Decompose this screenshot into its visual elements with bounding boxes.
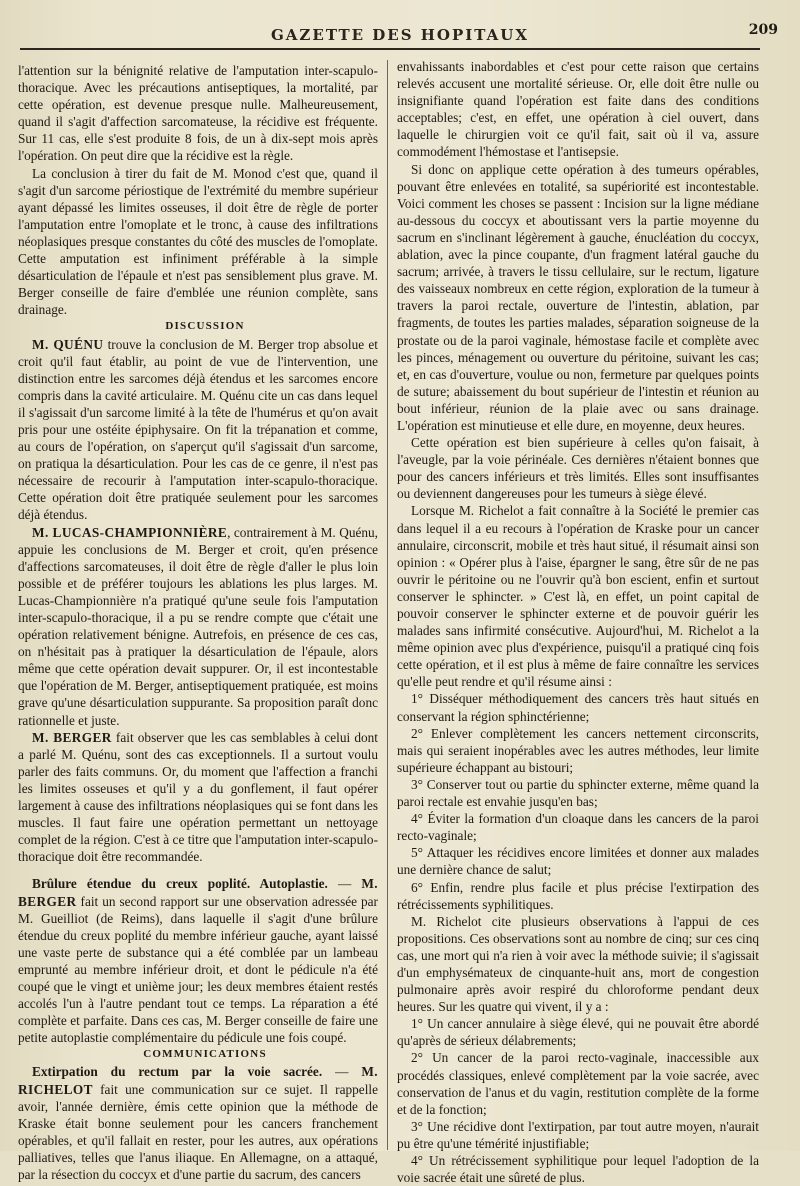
paragraph: l'attention sur la bénignité relative de l'amputation inter-scapulo-thoracique. Avec les précautions antiseptiques, la mortalité, par cette opération, est devenue presque nulle. Malheureusement, quand il s'agit d'affection sarcomateuse, la récidive est fréquente. Sur 11 cas, elle s'est produite 8 fois, de un à dix-sept mois après l'opération. On peut dire que la récidive est la règle. (18, 63, 378, 164)
paragraph (18, 1063, 378, 1183)
column-divider (387, 60, 388, 1150)
list-item: 6° Enfin, rendre plus facile et plus précise l'extirpation des rétrécissements syphilitiques. (397, 879, 759, 912)
paragraph: Cette opération est bien supérieure à celles qu'on faisait, à l'aveugle, par la voie périnéale. Ces dernières n'étaient bonnes que pour des cancers inférieurs et très limités. Elles sont insuffisantes ou deviennent dangereuses pour les tumeurs à siège élevé. (397, 435, 759, 502)
speaker-name: M. BERGER (18, 876, 378, 909)
dash: — (327, 876, 362, 892)
speaker-name: M. RICHELOT (18, 1064, 378, 1097)
dash: — (322, 1064, 362, 1080)
paragraph: La conclusion à tirer du fait de M. Monod c'est que, quand il s'agit d'un sarcome périostique de l'extrémité du membre supérieur ayant dépassé les limites osseuses, il doit être de règle de porter l'amputation entre l'omoplate et le tronc, à cause des infiltrations néoplasiques presque constantes du côté des muscles de l'omoplate. Cette amputation est infiniment préférable à la simple désarticulation de l'épaule et n'est pas sensiblement plus grave. M. Berger conseille de faire d'emblée une réunion complète, sans drainage. (18, 165, 378, 318)
paragraph-text: fait une communication sur ce sujet. Il rappelle avoir, l'année dernière, émis cette opinion que la méthode de Kraske était bonne seulement pour les cancers franchement opérables, et qu'il fallait en rester, pour les autres, aux opérations palliatives, telles que l'anus iliaque. En Allemagne, on a attaqué, par la résection du coccyx et d'une partie du sacrum, des cancers (18, 1081, 378, 1182)
right-column (397, 58, 759, 1186)
subsection-title: Extirpation du rectum par la voie sacrée. (32, 1064, 323, 1080)
paragraph: Si donc on applique cette opération à des tumeurs opérables, pouvant être enlevées en totalité, sa supériorité est incontestable. Voici comment les choses se passent : Incision sur la ligne médiane au-dessous du coccyx et aboutissant vers la partie moyenne du sacrum en s'inclinant légèrement à gauche, énucléation du coccyx, ablation, avec la pince coupante, d'un fragment latéral gauche du sacrum; arrivée, à travers le tissu cellulaire, sur le rectum, ligature des vaisseaux nombreux en cette région, exploration de la tumeur à travers la paroi rectale, ouverture de l'intestin, ablation, par fragments, de toutes les parties malades, séparation soigneuse de la prostate ou de la paroi vaginale, hémostase facile et complète avec les pinces, ménagement ou ouverture du péritoine, suivant les cas; et, en cas d'ouverture, voulue ou non, fermeture par quelques points de suture; abaissement du bout supérieur de l'intestin et réunion au bout inférieur, réunion de la plaie avec ou sans drainage. L'opération est minutieuse et elle dure, en moyenne, deux heures. (397, 161, 759, 433)
paragraph-text: trouve la conclusion de M. Berger trop absolue et croit qu'il faut établir, au point de vue de l'intervention, une distinction entre les sarcomes déjà étendus et les sarcomes encore compris dans la cavité articulaire. M. Quénu cite un cas dans lequel il s'agissait d'un sarcome limité à la tête de l'humérus et qu'on avait pris pour une ostéite épiphysaire. On fit la trépanation et comme, au cours de l'opération, on s'aperçut qu'il s'agissait d'un sarcome, on pratiqua la désarticulation. Pour les cas de ce genre, il n'est pas nécessaire de recourir à l'amputation inter-scapulo-thoracique. Cette opération doit être pratiquée seulement pour les sarcomes déjà étendus. (18, 336, 378, 523)
list-item: 2° Un cancer de la paroi recto-vaginale, inaccessible aux procédés classiques, enlevé complètement par la voie sacrée, avec conservation de l'anus et du vagin, restitution complète de la forme et de la fonction; (397, 1050, 759, 1117)
header-rule (20, 48, 760, 50)
paragraph (18, 524, 378, 729)
section-heading-discussion: DISCUSSION (165, 320, 245, 333)
paragraph-text: fait un second rapport sur une observation adressée par M. Gueilliot (de Reims), dans laquelle il s'agit d'une brûlure étendue du creux poplité du membre inférieur gauche, ayant laissé une vaste perte de substance qui a été comblée par un lambeau emprunté au membre inférieur droit, et dont le pédicule n'a été coupé que le vingt et unième jour; les deux membres étaient restés accolés l'un à l'autre pendant tout ce temps. La réparation a été complète et parfaite. Dans ces cas, M. Berger conseille de faire une petite autoplastie complémentaire du pédicule une fois coupé. (18, 893, 378, 1046)
speaker-name: M. LUCAS-CHAMPIONNIÈRE (32, 524, 228, 540)
paragraph (18, 336, 378, 524)
paragraph: Lorsque M. Richelot a fait connaître à la Société le premier cas dans lequel il a eu recours à l'opération de Kraske pour un cancer annulaire, circonscrit, mobile et très haut situé, il résumait ainsi son opinion : « Opérer plus à l'aise, épargner le sang, être sûr de ne pas ouvrir le péritoine ou ne l'ouvrir qu'à bon escient, enfin et surtout conserver le sphincter. » C'est là, en effet, un point capital de pouvoir conserver le sphincter externe et de pouvoir guérir les malades sans infirmité consécutive. Aujourd'hui, M. Richelot a la même opinion avec plus d'expérience, puisqu'il a pratiqué cinq fois cette opération, et il est plus à même de faire connaître les services qu'elle peut rendre et qu'il résume ainsi : (397, 503, 759, 690)
speaker-name: M. BERGER (32, 729, 112, 745)
left-column (18, 62, 378, 1183)
paragraph (18, 875, 378, 1046)
paragraph-text: , contrairement à M. Quénu, appuie les conclusions de M. Berger et croit, qu'en présence d'affections sarcomateuses, il doit être de règle d'aller le plus loin possible et de préférer toujours les ablations les plus larges. M. Lucas-Championnière n'a pratiqué qu'une seule fois l'amputation inter-scapulo-thoracique, il a pu se rendre compte que c'était une opération relativement bénigne. Autrefois, en présence de ces cas, on n'hésitait pas à pratiquer la désarticulation de l'épaule, alors même que cette opération devait suppurer. Or, il est incontestable que l'opération de M. Berger, antiseptiquement pratiquée, est moins grave qu'une désarticulation suppurante. Sa proposition paraît donc rationnelle et juste. (18, 524, 378, 728)
page-number: 209 (748, 22, 778, 38)
list-item: 2° Enlever complètement les cancers nettement circonscrits, mais qui seraient inopérables avec les autres méthodes, leur limite supérieure échappant au bistouri; (397, 725, 759, 775)
list-item: 4° Éviter la formation d'un cloaque dans les cancers de la paroi recto-vaginale; (397, 811, 759, 844)
list-item: 3° Une récidive dont l'extirpation, par tout autre moyen, n'aurait pu être qu'une témérité injustifiable; (397, 1118, 759, 1151)
paragraph (18, 729, 378, 866)
section-heading-communications: COMMUNICATIONS (143, 1048, 267, 1061)
list-item: 5° Attaquer les récidives encore limitées et donner aux malades une dernière chance de salut; (397, 845, 759, 878)
paragraph-text: fait observer que les cas semblables à celui dont a parlé M. Quénu, sont des cas exceptionnels. Il a surtout voulu parler des faits communs. Or, du moment que l'affection a franchi les limites osseuses et qu'il y a du gonflement, il faut opérer largement à cause des infiltrations néoplasiques qui se font dans les muscles. Il faut faire une opération permettant un nettoyage complet de la région. C'est à ce titre que l'amputation inter-scapulo-thoracique doit être recommandée. (18, 729, 378, 865)
paragraph: envahissants inabordables et c'est pour cette raison que certains relevés accusent une mortalité sérieuse. Or, elle doit être nulle ou insignifiante quand l'opération est faite dans des conditions acceptables; c'est, en effet, une opération à ciel ouvert, dans laquelle le chirurgien voit ce qu'il fait, sait où il va, assure commodément l'hémostase et l'antisepsie. (397, 59, 759, 160)
list-item: 4° Un rétrécissement syphilitique pour lequel l'adoption de la voie sacrée était une sûreté de plus. (397, 1153, 759, 1186)
speaker-name: M. QUÉNU (32, 336, 104, 352)
journal-title: GAZETTE DES HOPITAUX (270, 26, 529, 44)
paragraph: M. Richelot cite plusieurs observations à l'appui de ces propositions. Ces observations sont au nombre de cinq; sur ces cinq cas, une mort qui n'a rien à voir avec la méthode suivie; il s'agissait d'un emphysémateux de cinquante-huit ans, mort de congestion pulmonaire après avoir respiré du chloroforme pendant deux heures. Sur les quatre qui vivent, il y a : (397, 913, 759, 1015)
list-item: 3° Conserver tout ou partie du sphincter externe, même quand la paroi rectale est envahie jusqu'en bas; (397, 776, 759, 810)
list-item: 1° Disséquer méthodiquement des cancers très haut situés en conservant la région sphinctérienne; (397, 691, 759, 724)
subsection-title: Brûlure étendue du creux poplité. Autoplastie. (32, 876, 328, 892)
list-item: 1° Un cancer annulaire à siège élevé, qui ne pouvait être abordé qu'après de sérieux délabrements; (397, 1016, 759, 1049)
